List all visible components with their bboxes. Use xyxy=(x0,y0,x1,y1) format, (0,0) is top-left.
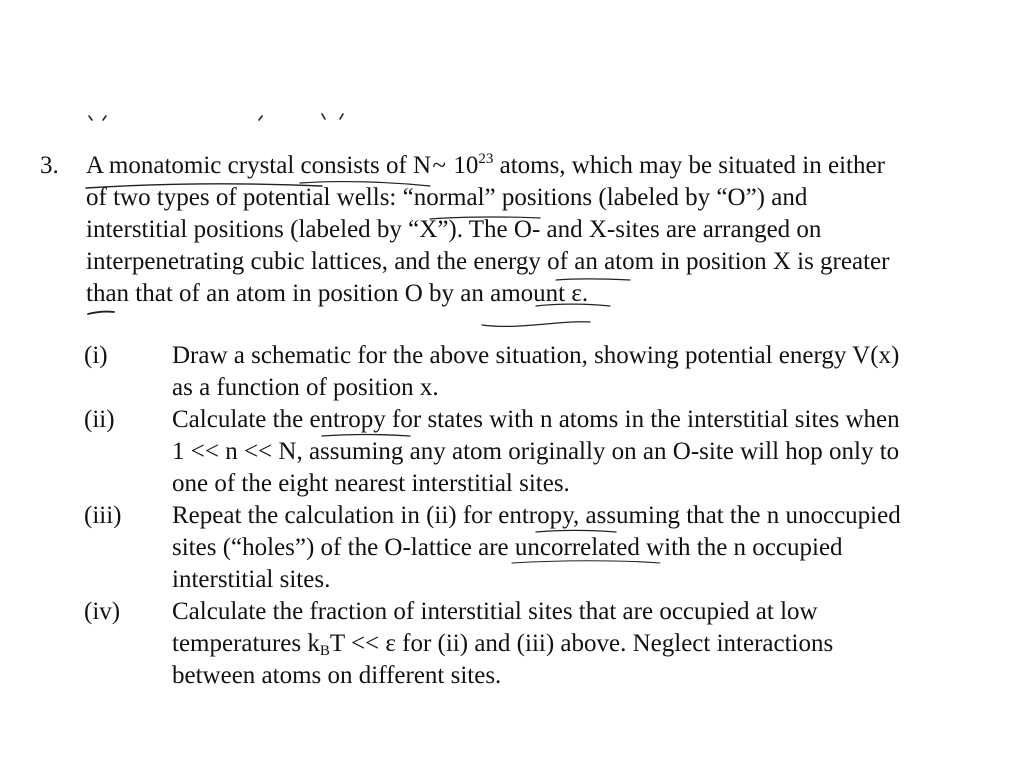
part-line: interstitial sites. xyxy=(172,566,331,593)
part-line: Calculate the fraction of interstitial sites that are occupied at low xyxy=(172,598,818,625)
exponent: 23 xyxy=(478,151,494,167)
part-line: temperatures $k_BT << \varepsilon$ for (ii) and (iii) above. Neglect interactions xyxy=(172,630,834,659)
part-label: (iii) xyxy=(84,502,122,529)
part-text xyxy=(172,596,984,692)
approx-symbol: ~ xyxy=(432,152,446,179)
intro-line-3: interstitial positions (labeled by “X”). The O- and X-sites are arranged on xyxy=(86,216,822,243)
part-line: 1 << n << N, assuming any atom originally on an O-site will hop only to xyxy=(172,438,900,465)
intro-line-1: A monatomic crystal consists of N~ $10^{23}$ atoms, which may be situated in either xyxy=(86,150,981,182)
underline-mark xyxy=(482,322,590,327)
tick-mark xyxy=(322,114,325,119)
intro-line-5: than that of an atom in position O by an amount ε. xyxy=(86,280,589,307)
part-label: (ii) xyxy=(84,406,115,433)
part-line: Draw a schematic for the above situation, showing potential energy V(x) xyxy=(172,342,900,369)
intro-line-4: interpenetrating cubic lattices, and the energy of an atom in position X is greater xyxy=(86,248,890,275)
part-line: between atoms on different sites. xyxy=(172,662,502,689)
part-text xyxy=(172,340,984,404)
part-line: Calculate the entropy for states with n atoms in the interstitial sites when xyxy=(172,406,900,433)
part-line: Repeat the calculation in (ii) for entropy, assuming that the n unoccupied xyxy=(172,502,901,529)
part-label: (i) xyxy=(84,342,108,369)
problem-number: 3. xyxy=(40,152,59,179)
tick-mark xyxy=(259,116,262,120)
underline-mark xyxy=(88,312,114,314)
part-text xyxy=(172,500,984,596)
part-line: as a function of position x. xyxy=(172,374,439,401)
problem-intro xyxy=(86,150,981,310)
part-line: sites (“holes”) of the O-lattice are uncorrelated with the n occupied xyxy=(172,534,843,561)
part-ii xyxy=(84,404,984,500)
tick-mark xyxy=(340,114,343,119)
tick-mark xyxy=(103,116,106,120)
part-text xyxy=(172,404,984,500)
part-line: one of the eight nearest interstitial sites. xyxy=(172,470,570,497)
subscript: B xyxy=(319,643,330,659)
problem-parts xyxy=(84,340,984,692)
part-iv xyxy=(84,596,984,692)
tick-mark xyxy=(89,116,92,120)
intro-line-2: of two types of potential wells: “normal” positions (labeled by “O”) and xyxy=(86,184,808,211)
part-i xyxy=(84,340,984,404)
part-iii xyxy=(84,500,984,596)
part-label: (iv) xyxy=(84,598,121,625)
